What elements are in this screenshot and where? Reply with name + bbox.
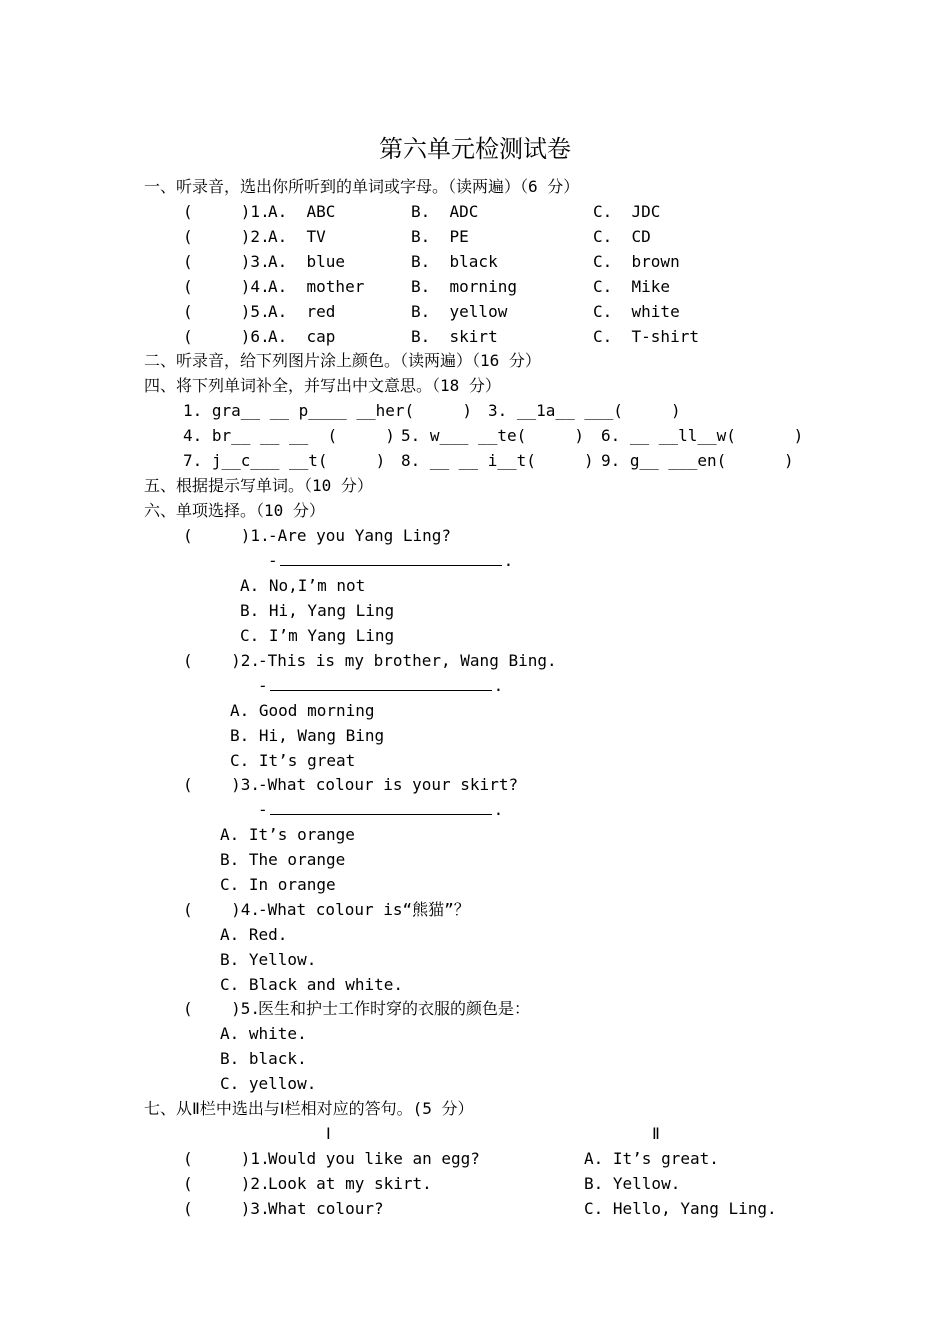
section-6-heading: 六、单项选择。（10 分） (144, 501, 325, 520)
list-item: ( )6. A. cap B. skirt C. T-shirt (183, 327, 699, 346)
option: C. I’m Yang Ling (240, 626, 395, 645)
answer-blank (270, 674, 492, 691)
match-row: ( )3. What colour? C. Hello, Yang Ling. (183, 1199, 777, 1218)
list-item: ( )5. A. red B. yellow C. white (183, 302, 680, 321)
match-row: ( )2. Look at my skirt. B. Yellow. (183, 1174, 681, 1193)
answer-line-2: - . (258, 676, 504, 695)
option: B. The orange (220, 850, 346, 869)
question-4: ( )4. -What colour is“熊猫”？ (183, 900, 470, 919)
list-item: ( )2. A. TV B. PE C. CD (183, 227, 651, 246)
question-5: ( )5. 医生和护士工作时穿的衣服的颜色是： (183, 999, 531, 1018)
question-2: ( )2. -This is my brother, Wang Bing. (183, 651, 557, 670)
section-1-heading: 一、听录音，选出你所听到的单词或字母。（读两遍）（6 分） (144, 177, 580, 196)
option: A. Good morning (230, 701, 375, 720)
column-header-1: Ⅰ (326, 1124, 331, 1143)
option: B. black. (220, 1049, 307, 1068)
page-title: 第六单元检测试卷 (379, 135, 571, 163)
section-2-heading: 二、听录音，给下列图片涂上颜色。（读两遍）（16 分） (144, 351, 541, 370)
column-header-2: Ⅱ (652, 1124, 660, 1143)
option: C. In orange (220, 875, 336, 894)
option: A. white. (220, 1024, 307, 1043)
option: A. No,I’m not (240, 576, 366, 595)
option: B. Hi, Wang Bing (230, 726, 385, 745)
word-fill-row: 7. j__c___ __t( ) 8. __ __ i__t( ) 9. g__ ___en( ) (183, 451, 794, 470)
answer-line-1: - . (268, 551, 514, 570)
answer-blank (270, 798, 492, 815)
word-fill-row: 1. gra__ __ p____ __her( ) 3. __1a__ ___( ) (183, 401, 681, 420)
option: A. Red. (220, 925, 288, 944)
option: C. Black and white. (220, 975, 404, 994)
question-3: ( )3. -What colour is your skirt? (183, 775, 519, 794)
word-fill-row: 4. br__ __ __ ( ) 5. w___ __te( ) 6. __ __ll__w( ) (183, 426, 804, 445)
section-7-heading: 七、从Ⅱ栏中选出与Ⅰ栏相对应的答句。(5 分） (144, 1099, 474, 1118)
section-4-heading: 四、将下列单词补全，并写出中文意思。（18 分） (144, 376, 501, 395)
question-1: ( )1. -Are you Yang Ling? (183, 526, 452, 545)
option: C. It’s great (230, 751, 356, 770)
option: B. Hi, Yang Ling (240, 601, 395, 620)
option: B. Yellow. (220, 950, 317, 969)
list-item: ( )3. A. blue B. black C. brown (183, 252, 680, 271)
list-item: ( )4. A. mother B. morning C. Mike (183, 277, 671, 296)
column-headers (0, 1121, 660, 1146)
answer-blank (280, 549, 502, 566)
option: C. yellow. (220, 1074, 317, 1093)
answer-line-3: - . (258, 800, 504, 819)
list-item: ( )1. A. ABC B. ADC C. JDC (183, 202, 661, 221)
match-row: ( )1. Would you like an egg? A. It’s great. (183, 1149, 719, 1168)
section-5-heading: 五、根据提示写单词。（10 分） (144, 476, 373, 495)
option: A. It’s orange (220, 825, 355, 844)
